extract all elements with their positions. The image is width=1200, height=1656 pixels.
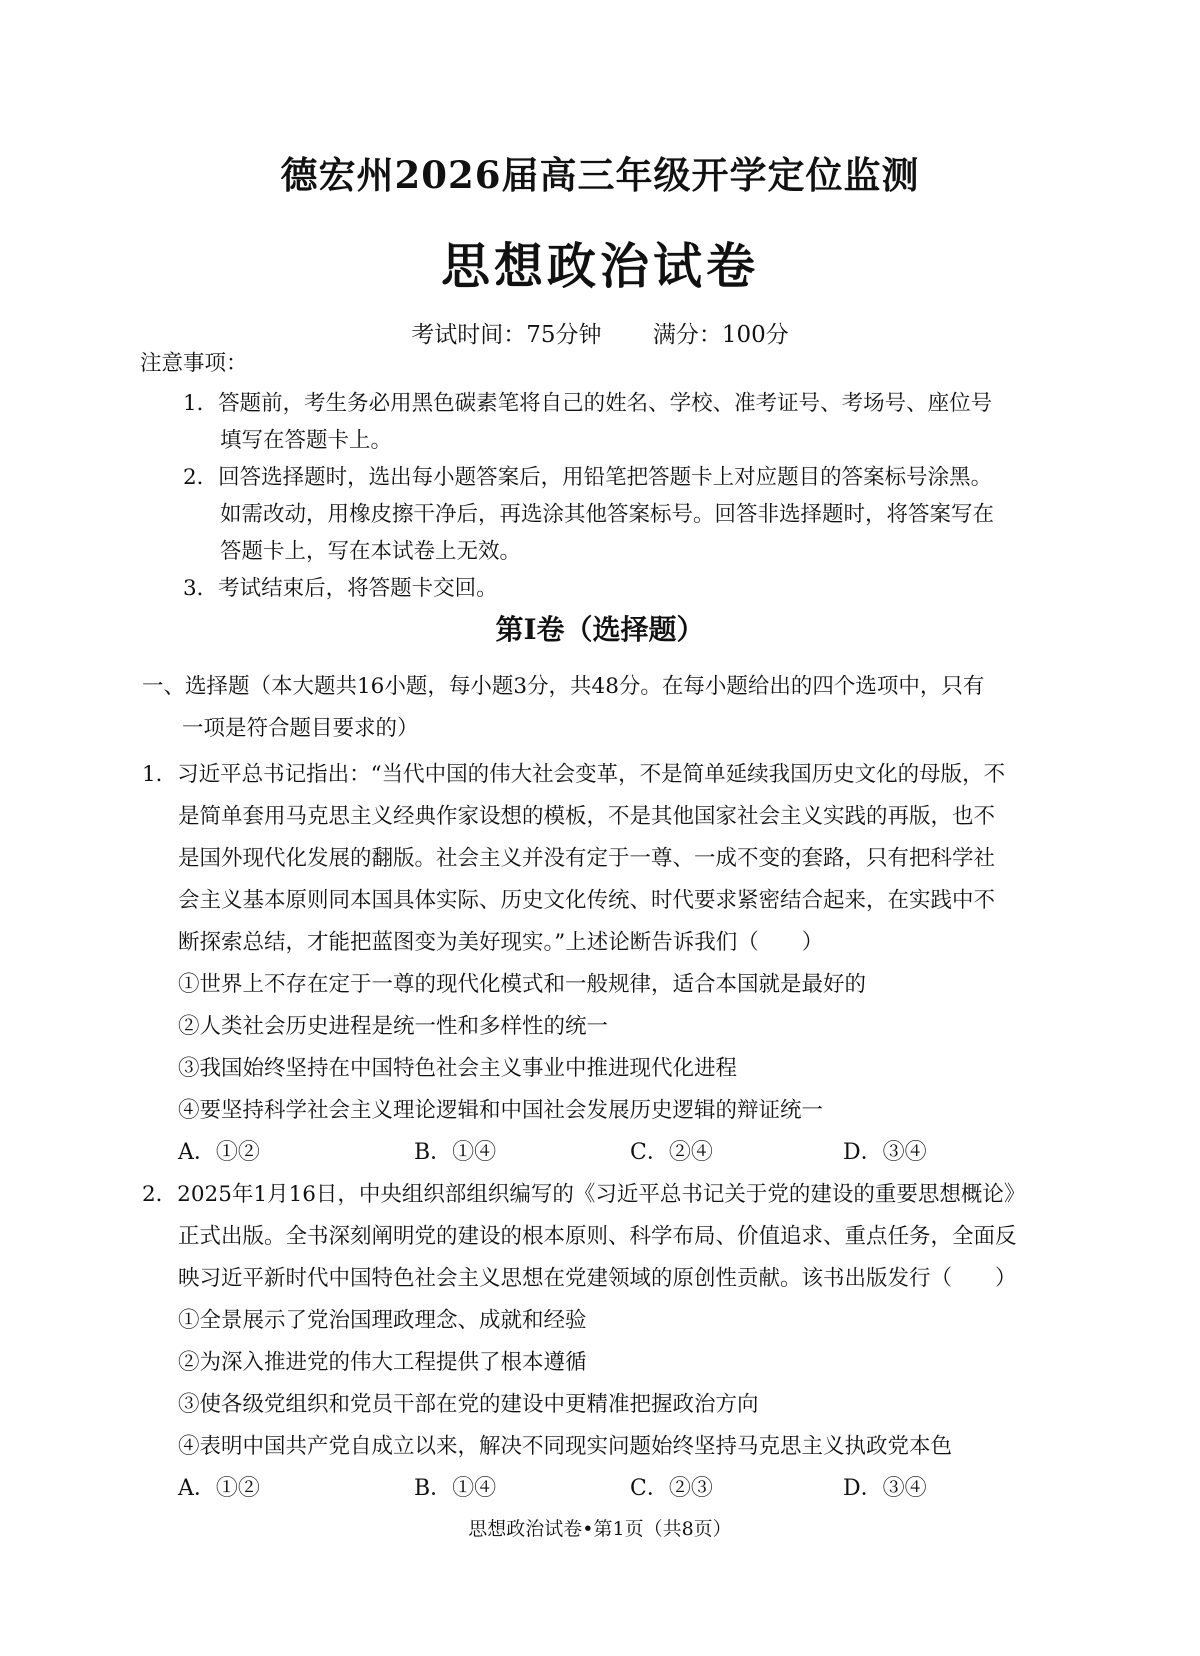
- section-instruction-line2: 一项是符合题目要求的）: [182, 716, 419, 741]
- notice-item-3-line1: 3．考试结束后，将答题卡交回。: [183, 576, 498, 601]
- question-1-stem-line1: 1．习近平总书记指出：“当代中国的伟大社会变革，不是简单延续我国历史文化的母版，不: [142, 762, 1006, 787]
- question-1-statement-3: ③我国始终坚持在中国特色社会主义事业中推进现代化进程: [178, 1056, 738, 1081]
- page-footer: 思想政治试卷•第1页（共8页）: [468, 1518, 732, 1540]
- notice-item-2-line1: 2．回答选择题时，选出每小题答案后，用铅笔把答题卡上对应题目的答案标号涂黑。: [183, 465, 993, 490]
- question-1-statement-2: ②人类社会历史进程是统一性和多样性的统一: [178, 1014, 609, 1039]
- question-2-stem-line3: 映习近平新时代中国特色社会主义思想在党建领域的原创性贡献。该书出版发行（ ）: [178, 1266, 1017, 1291]
- exam-time: 考试时间：75分钟: [411, 322, 602, 348]
- section-title: 第Ⅰ卷（选择题）: [495, 613, 705, 646]
- question-2-option-b: B．①④: [414, 1476, 497, 1501]
- question-2-statement-4: ④表明中国共产党自成立以来，解决不同现实问题始终坚持马克思主义执政党本色: [178, 1434, 953, 1459]
- question-1-option-b: B．①④: [414, 1140, 497, 1165]
- question-2-option-c: C．②③: [630, 1476, 713, 1501]
- question-1-option-d: D．③④: [843, 1140, 927, 1165]
- question-2-stem-line1: 2．2025年1月16日，中央组织部组织编写的《习近平总书记关于党的建设的重要思想概论》: [142, 1182, 1026, 1207]
- question-1-stem-line4: 会主义基本原则同本国具体实际、历史文化传统、时代要求紧密结合起来，在实践中不: [178, 888, 996, 913]
- question-2-option-d: D．③④: [843, 1476, 927, 1501]
- exam-meta: [0, 316, 1200, 349]
- exam-subject-title: 思想政治试卷: [440, 237, 759, 295]
- question-1-stem-line3: 是国外现代化发展的翻版。社会主义并没有定于一尊、一成不变的套路，只有把科学社: [178, 846, 996, 871]
- question-2-statement-3: ③使各级党组织和党员干部在党的建设中更精准把握政治方向: [178, 1392, 759, 1417]
- question-1-stem-line5: 断探索总结，才能把蓝图变为美好现实。”上述论断告诉我们（ ）: [178, 930, 824, 955]
- notice-item-1-line1: 1．答题前，考生务必用黑色碳素笔将自己的姓名、学校、准考证号、考场号、座位号: [183, 391, 993, 416]
- notice-item-2-line3: 答题卡上，写在本试卷上无效。: [220, 539, 522, 564]
- question-2-statement-2: ②为深入推进党的伟大工程提供了根本遵循: [178, 1350, 587, 1375]
- question-2-option-a: A．①②: [178, 1476, 260, 1501]
- exam-title: 德宏州2026届高三年级开学定位监测: [280, 153, 920, 197]
- question-1-statement-4: ④要坚持科学社会主义理论逻辑和中国社会发展历史逻辑的辩证统一: [178, 1098, 824, 1123]
- question-1-option-a: A．①②: [178, 1140, 260, 1165]
- notice-item-2-line2: 如需改动，用橡皮擦干净后，再选涂其他答案标号。回答非选择题时，将答案写在: [220, 502, 995, 527]
- notice-heading: 注意事项：: [140, 351, 248, 376]
- question-1-stem-line2: 是简单套用马克思主义经典作家设想的模板，不是其他国家社会主义实践的再版，也不: [178, 804, 996, 829]
- notice-item-1-line2: 填写在答题卡上。: [220, 428, 393, 453]
- question-2-stem-line2: 正式出版。全书深刻阐明党的建设的根本原则、科学布局、价值追求、重点任务，全面反: [178, 1224, 1017, 1249]
- question-1-option-c: C．②④: [630, 1140, 713, 1165]
- section-instruction-line1: 一、选择题（本大题共16小题，每小题3分，共48分。在每小题给出的四个选项中，只有: [142, 674, 985, 699]
- question-1-statement-1: ①世界上不存在定于一尊的现代化模式和一般规律，适合本国就是最好的: [178, 972, 867, 997]
- question-2-statement-1: ①全景展示了党治国理政理念、成就和经验: [178, 1308, 587, 1333]
- full-score: 满分：100分: [652, 322, 789, 348]
